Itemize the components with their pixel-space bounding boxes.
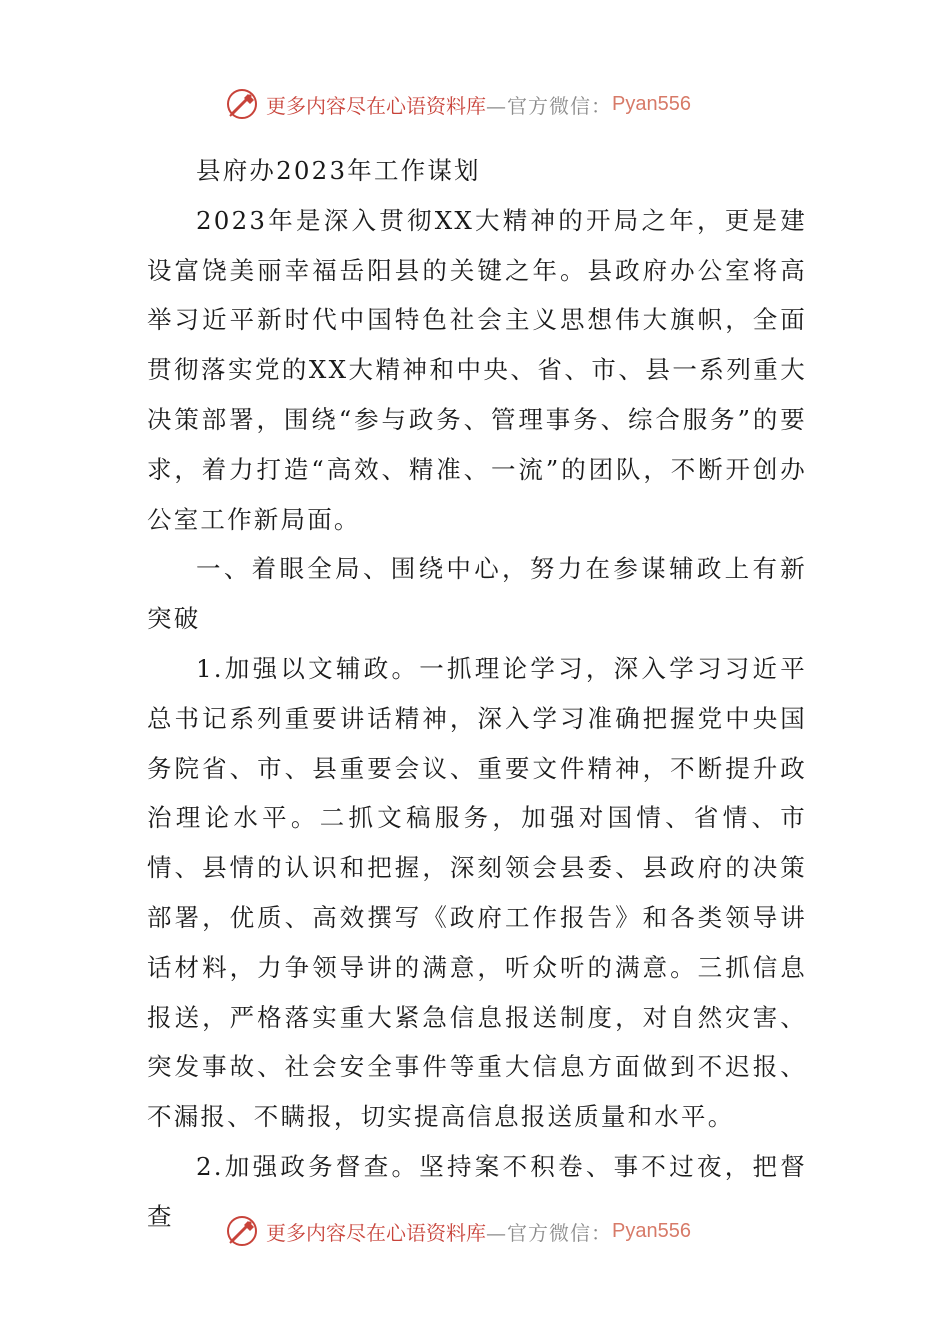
watermark-red-text: 更多内容尽在心语资料库 — [266, 93, 486, 118]
watermark-grey-text: —官方微信： — [486, 93, 612, 118]
document-body — [147, 146, 807, 1242]
watermark-header — [224, 84, 744, 124]
section-heading-1: 一、着眼全局、围绕中心，努力在参谋辅政上有新突破 — [147, 554, 807, 634]
watermark-grey-text: —官方微信： — [486, 1220, 612, 1245]
pen-logo-icon — [224, 1213, 260, 1249]
pen-logo-icon — [224, 86, 260, 122]
watermark-footer — [224, 1211, 744, 1251]
watermark-wechat-id: Pyan556 — [612, 1219, 691, 1242]
paragraph-intro: 2023年是深入贯彻XX大精神的开局之年，更是建设富饶美丽幸福岳阳县的关键之年。县政府办公室将高举习近平新时代中国特色社会主义思想伟大旗帜，全面贯彻落实党的XX大精神和中央、省、市、县一系列重大决策部署，围绕“参与政务、管理事务、综合服务”的要求，着力打造“高效、精准、一流”的团队，不断开创办公室工作新局面。 — [147, 205, 807, 534]
watermark-wechat-id: Pyan556 — [612, 92, 691, 115]
watermark-red-text: 更多内容尽在心语资料库 — [266, 1220, 486, 1245]
document-title: 县府办2023年工作谋划 — [196, 156, 481, 185]
paragraph-item-1: 1.加强以文辅政。一抓理论学习，深入学习习近平总书记系列重要讲话精神，深入学习准确把握党中央国务院省、市、县重要会议、重要文件精神，不断提升政治理论水平。二抓文稿服务，加强对国情、省情、市情、县情的认识和把握，深刻领会县委、县政府的决策部署，优质、高效撰写《政府工作报告》和各类领导讲话材料，力争领导讲的满意，听众听的满意。三抓信息报送，严格落实重大紧急信息报送制度，对自然灾害、突发事故、社会安全事件等重大信息方面做到不迟报、不漏报、不瞒报，切实提高信息报送质量和水平。 — [147, 653, 807, 1132]
paragraph-item-2: 2.加强政务督查。坚持案不积卷、事不过夜，把督查 — [147, 1151, 807, 1231]
